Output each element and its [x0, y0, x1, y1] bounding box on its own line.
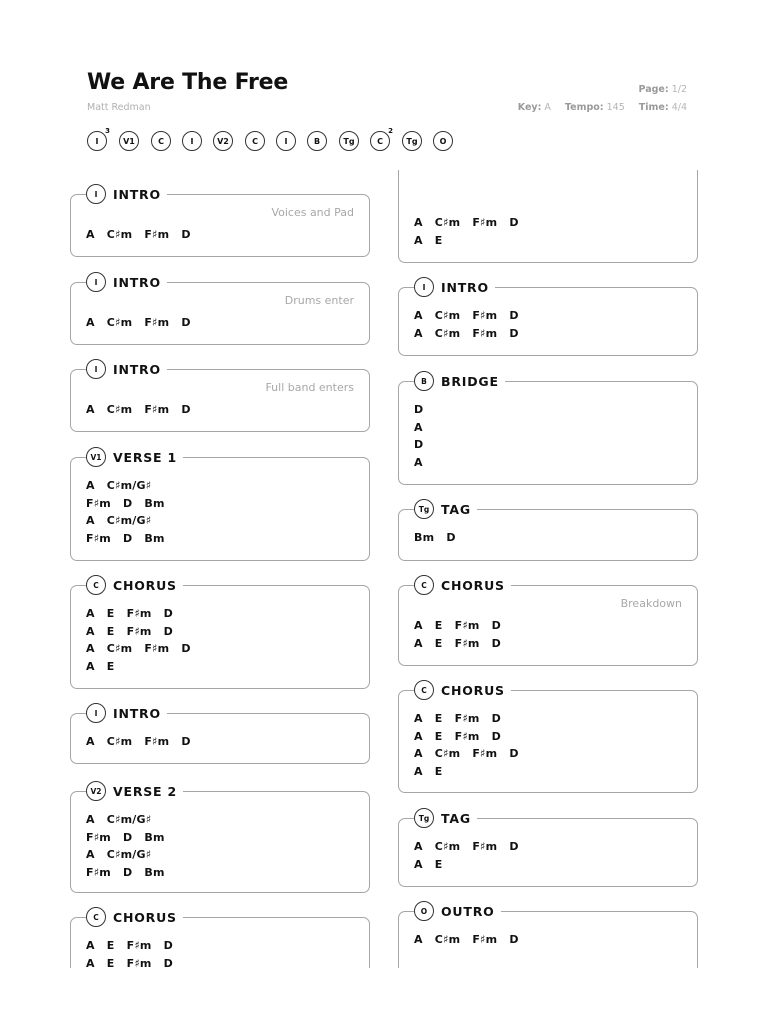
chord-line: F♯m D Bm — [86, 865, 165, 879]
section-badge: C — [414, 575, 434, 595]
chord-line: F♯m D Bm — [86, 531, 165, 545]
chord-lines — [86, 605, 191, 675]
chord-lines — [414, 931, 519, 949]
section-header — [86, 184, 167, 204]
roadmap-item-label: C — [252, 136, 258, 146]
section-badge: V2 — [86, 781, 106, 801]
key-value: A — [544, 102, 551, 113]
chord-line: A C♯m F♯m D — [86, 735, 191, 748]
section-title: TAG — [441, 501, 471, 517]
section-header — [414, 680, 511, 700]
chord-line: A E — [86, 659, 115, 673]
section-verse-2 — [70, 781, 370, 893]
section-badge: C — [86, 575, 106, 595]
section-header — [86, 781, 183, 801]
section-title: INTRO — [113, 186, 161, 202]
roadmap-item-label: Tg — [343, 136, 355, 146]
chord-line: F♯m D Bm — [86, 496, 165, 510]
section-chorus — [398, 680, 698, 793]
section-header — [86, 575, 183, 595]
chord-lines — [86, 477, 165, 547]
section-outro — [398, 901, 698, 968]
chord-lines — [414, 214, 519, 249]
page-value: 1/2 — [671, 84, 687, 95]
section-verse-1 — [70, 447, 370, 561]
roadmap-item-label: V2 — [217, 136, 229, 146]
section-badge: I — [86, 703, 106, 723]
page-label: Page: — [638, 84, 669, 95]
chord-line: A E F♯m D — [414, 729, 501, 743]
chord-line: A C♯m F♯m D — [86, 228, 191, 241]
chord-line: A — [414, 420, 423, 434]
section-title: INTRO — [441, 279, 489, 295]
tempo-value: 145 — [606, 102, 625, 113]
chord-line: Bm D — [414, 531, 456, 544]
section-chorus — [398, 575, 698, 666]
time-value: 4/4 — [671, 102, 687, 113]
roadmap-item-label: C — [158, 136, 164, 146]
chord-line: A C♯m F♯m D — [414, 840, 519, 853]
roadmap-item-label: O — [439, 136, 447, 146]
chord-line: F♯m D Bm — [86, 830, 165, 844]
chord-line: A C♯m F♯m D — [86, 642, 191, 656]
chord-line: A E F♯m D — [86, 939, 173, 952]
chord-lines — [86, 811, 165, 881]
chord-line: D — [414, 403, 424, 416]
section-header — [414, 901, 501, 921]
right-column — [398, 0, 698, 968]
section-badge: I — [414, 277, 434, 297]
chord-line: A C♯m/G♯ — [86, 514, 152, 528]
section-badge: Tg — [414, 499, 434, 519]
chord-line: A — [414, 455, 423, 469]
chord-line: A C♯m F♯m D — [86, 403, 191, 416]
section-title: OUTRO — [441, 903, 495, 919]
chord-line: A C♯m/G♯ — [86, 813, 152, 826]
roadmap-item-label: B — [313, 136, 321, 146]
section-title: CHORUS — [113, 909, 177, 925]
section-header — [86, 703, 167, 723]
chord-line: A E F♯m D — [86, 607, 173, 620]
chord-line: A C♯m F♯m D — [414, 309, 519, 322]
section-header — [86, 447, 183, 467]
roadmap-item-label: Tg — [406, 136, 418, 146]
section-title: INTRO — [113, 274, 161, 290]
key-label: Key: — [517, 102, 542, 113]
chord-line: A E F♯m D — [86, 956, 173, 968]
chord-line: A C♯m F♯m D — [414, 747, 519, 761]
section-title: CHORUS — [113, 577, 177, 593]
chord-lines — [86, 314, 191, 332]
roadmap-item-label: V1 — [123, 136, 135, 146]
tempo-label: Tempo: — [564, 102, 604, 113]
section-title: CHORUS — [441, 577, 505, 593]
section-header — [414, 371, 505, 391]
section-chorus — [70, 575, 370, 689]
chord-line: A C♯m F♯m D — [414, 216, 519, 229]
section-badge: O — [414, 901, 434, 921]
section-header — [414, 575, 511, 595]
chord-lines — [414, 838, 519, 873]
section-intro — [70, 272, 370, 345]
section-intro — [70, 359, 370, 432]
song-artist: Matt Redman — [87, 102, 151, 113]
chord-line: A E — [414, 233, 443, 247]
section-badge: B — [414, 371, 434, 391]
section-header — [86, 359, 167, 379]
section-header — [414, 499, 477, 519]
chord-line: A E F♯m D — [86, 624, 173, 638]
section-note: Full band enters — [265, 381, 354, 394]
section-badge: Tg — [414, 808, 434, 828]
chord-line: A C♯m F♯m D — [414, 326, 519, 340]
section-chorus — [70, 907, 370, 968]
chord-lines — [414, 617, 501, 652]
time-label: Time: — [638, 102, 669, 113]
chord-lines — [86, 733, 191, 751]
section-title: BRIDGE — [441, 373, 499, 389]
section-header — [86, 272, 167, 292]
section-header — [86, 907, 183, 927]
section-title: INTRO — [113, 705, 161, 721]
section-badge: I — [86, 184, 106, 204]
section-title: TAG — [441, 810, 471, 826]
chord-line: A E F♯m D — [414, 712, 501, 725]
section-badge: V1 — [86, 447, 106, 467]
section-note: Breakdown — [620, 597, 682, 610]
section-header — [414, 808, 477, 828]
chord-lines — [414, 710, 519, 780]
section-intro — [398, 277, 698, 356]
chord-line: A E — [414, 764, 443, 778]
section-badge: C — [86, 907, 106, 927]
section-header — [414, 277, 495, 297]
roadmap-item-label: I — [190, 136, 194, 146]
section-tag — [398, 499, 698, 561]
chord-line: A C♯m F♯m D — [86, 316, 191, 329]
chord-lines — [414, 307, 519, 342]
section-intro — [70, 184, 370, 257]
section-badge: I — [86, 272, 106, 292]
section-note: Voices and Pad — [271, 206, 354, 219]
section-intro — [70, 703, 370, 764]
chord-line: A E F♯m D — [414, 636, 501, 650]
section-badge: I — [86, 359, 106, 379]
roadmap-item-label: I — [284, 136, 288, 146]
chord-line: A E — [414, 857, 443, 871]
section-tag — [398, 808, 698, 887]
roadmap-item-c[interactable] — [370, 127, 393, 151]
chord-lines — [86, 226, 191, 244]
chord-lines — [86, 937, 173, 968]
chord-line: D — [414, 438, 424, 452]
chord-lines — [86, 401, 191, 419]
section-continued — [398, 170, 698, 263]
roadmap-repeat-count: 2 — [388, 127, 393, 135]
left-column — [70, 0, 370, 968]
chord-lines — [414, 401, 423, 471]
section-badge: C — [414, 680, 434, 700]
roadmap-repeat-count: 3 — [105, 127, 110, 135]
roadmap-item-label: C — [377, 136, 383, 146]
chord-line: A C♯m/G♯ — [86, 479, 152, 492]
section-box — [398, 381, 698, 485]
section-title: VERSE 2 — [113, 783, 178, 799]
section-title: INTRO — [113, 361, 161, 377]
section-note: Drums enter — [284, 294, 354, 307]
section-title: VERSE 1 — [113, 449, 178, 465]
section-bridge — [398, 371, 698, 485]
chord-line: A C♯m/G♯ — [86, 848, 152, 862]
roadmap-item-label: I — [95, 136, 99, 146]
chord-lines — [414, 529, 456, 547]
chord-line: A C♯m F♯m D — [414, 933, 519, 946]
section-title: CHORUS — [441, 682, 505, 698]
chord-line: A E F♯m D — [414, 619, 501, 632]
song-title: We Are The Free — [87, 70, 289, 95]
